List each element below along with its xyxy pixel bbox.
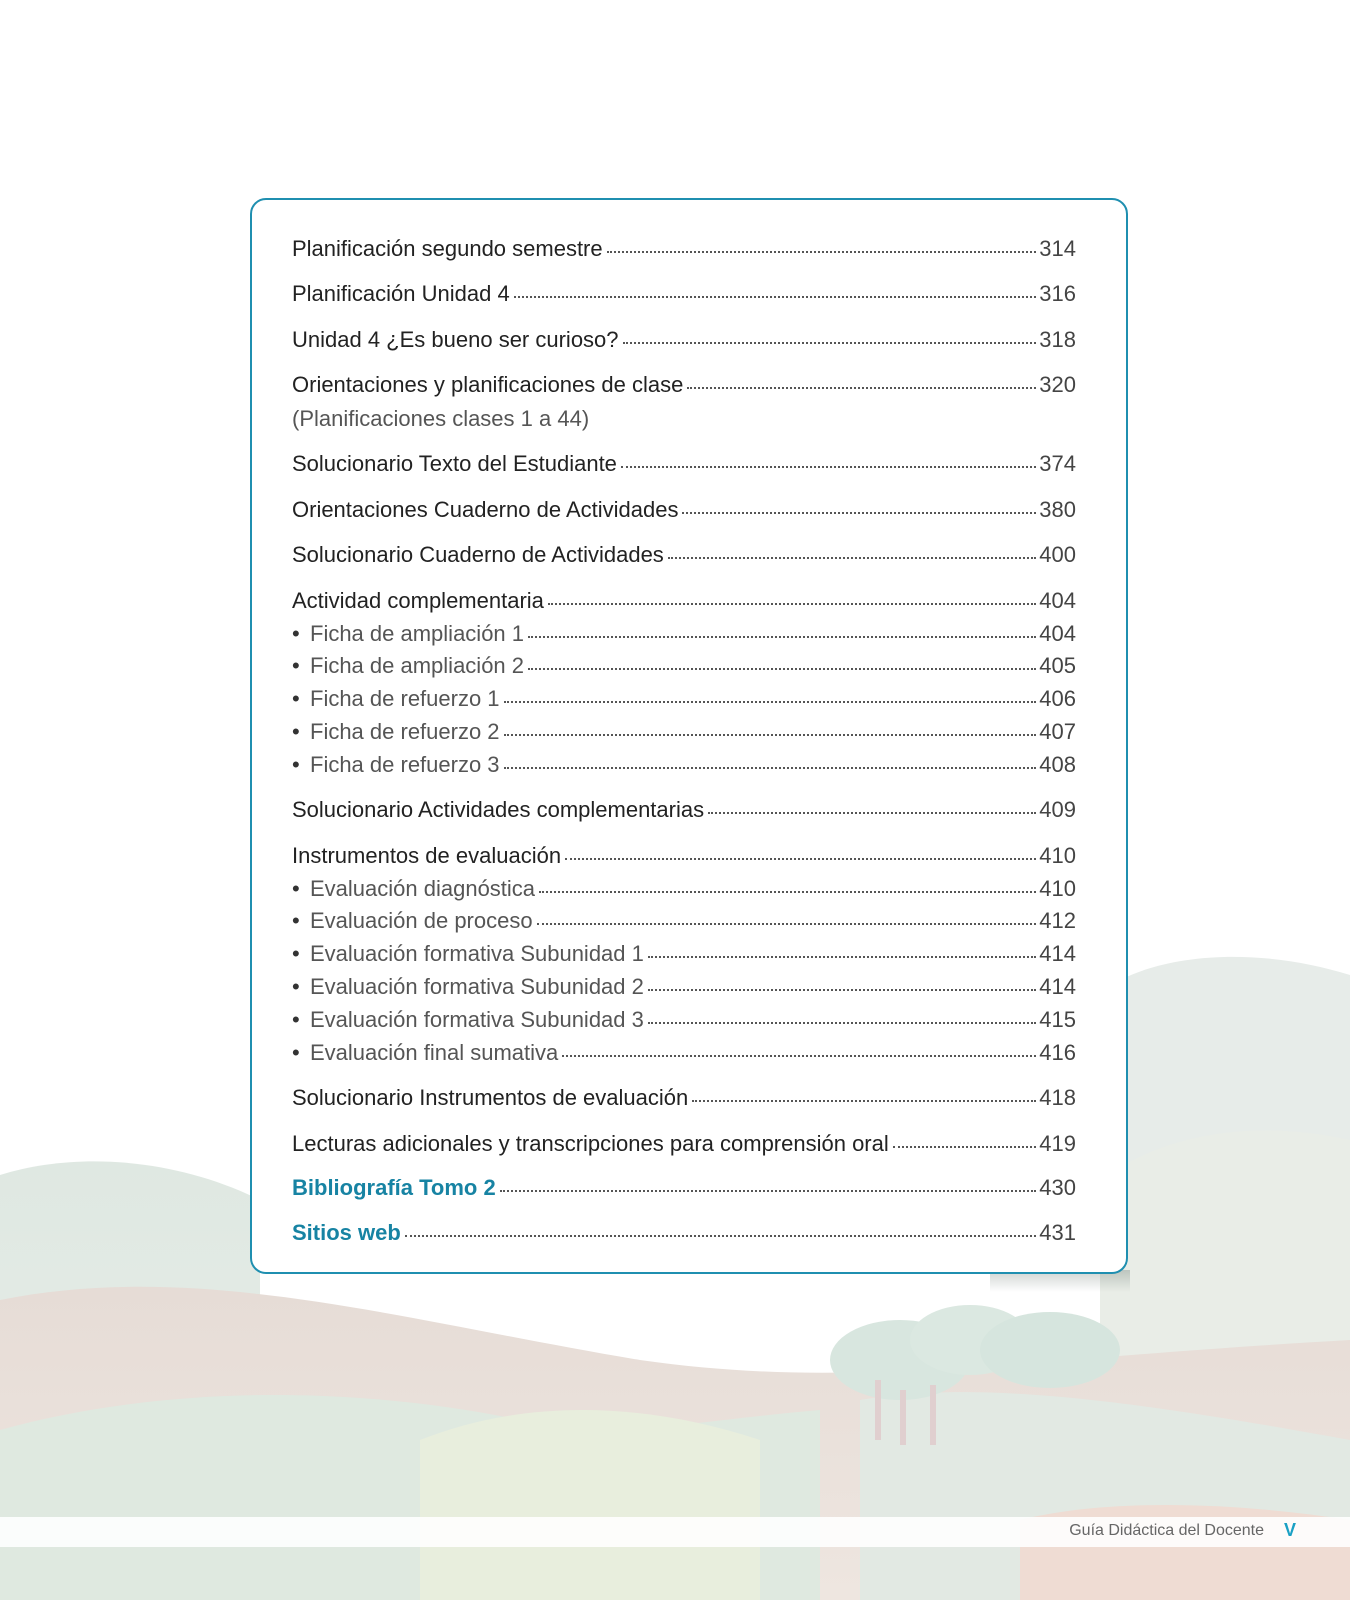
toc-entry-label: Ficha de refuerzo 1 [310, 686, 500, 711]
toc-entry-label: Lecturas adicionales y transcripciones para comprensión oral [292, 1131, 889, 1156]
dot-leader [648, 988, 1036, 991]
bullet: • [292, 974, 300, 999]
toc-subentry[interactable] [292, 874, 1076, 904]
toc-entry-label: Actividad complementaria [292, 588, 544, 613]
bullet: • [292, 876, 300, 901]
toc-subentry[interactable] [292, 717, 1076, 747]
toc-entry-label: Solucionario Instrumentos de evaluación [292, 1085, 689, 1110]
dot-leader [548, 602, 1036, 605]
toc-entry-page: 408 [1039, 752, 1076, 777]
bullet: • [292, 719, 300, 744]
toc-entry[interactable] [292, 279, 1076, 309]
table-of-contents [250, 198, 1128, 1274]
bullet: • [292, 653, 300, 678]
toc-entry-page: 412 [1039, 908, 1076, 933]
toc-entry-page: 418 [1039, 1085, 1076, 1110]
toc-entry[interactable] [292, 1129, 1076, 1159]
toc-entry-page: 318 [1039, 327, 1076, 352]
toc-entry-page: 419 [1039, 1131, 1076, 1156]
dot-leader [565, 857, 1036, 860]
bullet: • [292, 621, 300, 646]
toc-entry-label: Solucionario Cuaderno de Actividades [292, 542, 664, 567]
toc-entry[interactable] [292, 540, 1076, 570]
toc-entry-label: Bibliografía Tomo 2 [292, 1175, 496, 1200]
toc-entry-label: Evaluación final sumativa [310, 1040, 559, 1065]
toc-entry-page: 314 [1039, 236, 1076, 261]
dot-leader [687, 386, 1036, 389]
toc-entry-label: Evaluación formativa Subunidad 2 [310, 974, 644, 999]
toc-entry-page: 414 [1039, 941, 1076, 966]
toc-entry-page: 416 [1039, 1040, 1076, 1065]
dot-leader [514, 295, 1037, 298]
toc-entry-page: 404 [1039, 588, 1076, 613]
toc-entry-label: Solucionario Actividades complementarias [292, 797, 705, 822]
toc-entry-page: 374 [1039, 451, 1076, 476]
toc-subentry[interactable] [292, 972, 1076, 1002]
toc-entry[interactable] [292, 795, 1076, 825]
toc-subentry[interactable] [292, 651, 1076, 681]
dot-leader [623, 341, 1037, 344]
toc-entry-page: 409 [1039, 797, 1076, 822]
toc-entry-label: Ficha de refuerzo 2 [310, 719, 500, 744]
toc-entry-page: 407 [1039, 719, 1076, 744]
toc-entry[interactable] [292, 586, 1076, 616]
toc-entry-label: Planificación segundo semestre [292, 236, 603, 261]
dot-leader [607, 250, 1037, 253]
bullet: • [292, 1007, 300, 1032]
toc-entry[interactable] [292, 841, 1076, 871]
toc-entry-label: Planificación Unidad 4 [292, 281, 510, 306]
toc-entry-label: Ficha de ampliación 2 [310, 653, 525, 678]
dot-leader [648, 955, 1036, 958]
toc-entry-note: (Planificaciones clases 1 a 44) [292, 406, 590, 431]
footer-book-title: Guía Didáctica del Docente [1069, 1522, 1264, 1539]
toc-entry[interactable] [292, 370, 1076, 400]
toc-entry-page: 405 [1039, 653, 1076, 678]
dot-leader [682, 511, 1036, 514]
dot-leader [621, 465, 1036, 468]
toc-entry-page: 430 [1039, 1175, 1076, 1200]
toc-entry-label: Orientaciones y planificaciones de clase [292, 372, 684, 397]
toc-subentry[interactable] [292, 939, 1076, 969]
bullet: • [292, 1040, 300, 1065]
toc-subentry[interactable] [292, 619, 1076, 649]
dot-leader [539, 890, 1036, 893]
dot-leader [648, 1021, 1036, 1024]
toc-entry-label: Evaluación diagnóstica [310, 876, 536, 901]
toc-subentry[interactable] [292, 906, 1076, 936]
toc-entry[interactable] [292, 234, 1076, 264]
toc-entry-label: Unidad 4 ¿Es bueno ser curioso? [292, 327, 619, 352]
toc-subentry[interactable] [292, 684, 1076, 714]
bullet: • [292, 752, 300, 777]
dot-leader [528, 635, 1036, 638]
footer-page-number: V [1283, 1520, 1296, 1540]
toc-entry-label: Ficha de refuerzo 3 [310, 752, 500, 777]
toc-entry-page: 410 [1039, 843, 1076, 868]
toc-entry[interactable] [292, 1083, 1076, 1113]
toc-entry-page: 410 [1039, 876, 1076, 901]
bullet: • [292, 941, 300, 966]
toc-entry-label: Solucionario Texto del Estudiante [292, 451, 617, 476]
toc-entry-page: 320 [1039, 372, 1076, 397]
dot-leader [562, 1054, 1036, 1057]
dot-leader [405, 1234, 1036, 1237]
toc-entry[interactable] [292, 325, 1076, 355]
toc-entry-label: Evaluación formativa Subunidad 3 [310, 1007, 644, 1032]
toc-entry-page: 404 [1039, 621, 1076, 646]
toc-subentry[interactable] [292, 750, 1076, 780]
toc-entry-websites[interactable] [292, 1218, 1076, 1248]
dot-leader [504, 733, 1037, 736]
dot-leader [528, 667, 1036, 670]
dot-leader [537, 922, 1037, 925]
dot-leader [708, 811, 1036, 814]
toc-entry-page: 400 [1039, 542, 1076, 567]
toc-entry[interactable] [292, 495, 1076, 525]
toc-entry-page: 406 [1039, 686, 1076, 711]
dot-leader [504, 766, 1037, 769]
dot-leader [668, 556, 1036, 559]
toc-entry-label: Instrumentos de evaluación [292, 843, 562, 868]
toc-entry-page: 431 [1039, 1220, 1076, 1245]
toc-entry-label: Ficha de ampliación 1 [310, 621, 525, 646]
toc-entry-bibliography[interactable] [292, 1173, 1076, 1203]
toc-subentry[interactable] [292, 1038, 1076, 1068]
toc-entry-label: Evaluación de proceso [310, 908, 533, 933]
toc-entry-page: 415 [1039, 1007, 1076, 1032]
bullet: • [292, 686, 300, 711]
toc-entry-label: Sitios web [292, 1220, 401, 1245]
dot-leader [504, 700, 1037, 703]
toc-entry-page: 380 [1039, 497, 1076, 522]
toc-subentry[interactable] [292, 1005, 1076, 1035]
dot-leader [692, 1099, 1036, 1102]
toc-entry-page: 414 [1039, 974, 1076, 999]
dot-leader [893, 1145, 1037, 1148]
toc-entry[interactable] [292, 449, 1076, 479]
toc-entry-label: Evaluación formativa Subunidad 1 [310, 941, 644, 966]
dot-leader [500, 1189, 1037, 1192]
toc-entry-label: Orientaciones Cuaderno de Actividades [292, 497, 679, 522]
toc-entry-page: 316 [1039, 281, 1076, 306]
bullet: • [292, 908, 300, 933]
